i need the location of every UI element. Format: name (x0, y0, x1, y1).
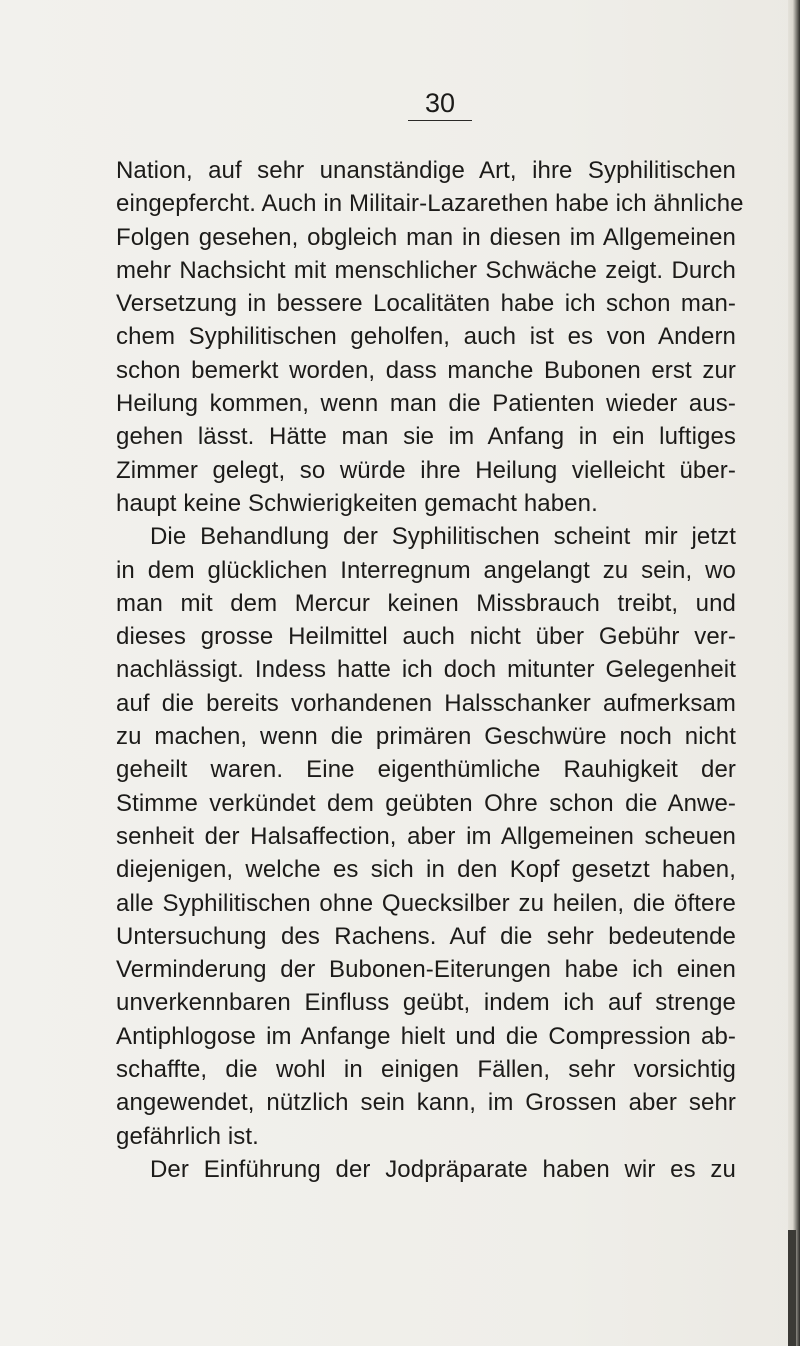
page-edge (788, 0, 800, 1346)
body-text (116, 154, 744, 1186)
text-line: dieses grosse Heilmittel auch nicht über Gebühr ver- (116, 623, 736, 651)
text-line: unverkennbaren Einfluss geübt, indem ich auf strenge (116, 989, 736, 1017)
text-line: auf die bereits vorhandenen Halsschanker aufmerksam (116, 689, 736, 717)
text-line: geheilt waren. Eine eigenthümliche Rauhigkeit der (116, 756, 736, 784)
text-line: mehr Nachsicht mit menschlicher Schwäche zeigt. Durch (116, 256, 736, 284)
text-line: Der Einführung der Jodpräparate haben wir es zu (150, 1155, 736, 1183)
text-line: nachlässigt. Indess hatte ich doch mitunter Gelegenheit (116, 656, 736, 684)
text-line: Folgen gesehen, obgleich man in diesen im Allgemeinen (116, 223, 736, 251)
text-line: chem Syphilitischen geholfen, auch ist es von Andern (116, 323, 736, 351)
page-edge-shadow (788, 1230, 796, 1346)
text-line: schaffte, die wohl in einigen Fällen, sehr vorsichtig (116, 1056, 736, 1084)
text-line: senheit der Halsaffection, aber im Allgemeinen scheuen (116, 822, 736, 850)
text-line: Antiphlogose im Anfange hielt und die Compression ab- (116, 1022, 736, 1050)
text-line: angewendet, nützlich sein kann, im Grossen aber sehr (116, 1089, 736, 1117)
text-line: Heilung kommen, wenn man die Patienten wieder aus- (116, 390, 736, 418)
text-line: Stimme verkündet dem geübten Ohre schon die Anwe- (116, 789, 736, 817)
text-line: diejenigen, welche es sich in den Kopf gesetzt haben, (116, 856, 736, 884)
text-line: Untersuchung des Rachens. Auf die sehr bedeutende (116, 922, 736, 950)
text-line: schon bemerkt worden, dass manche Bubonen erst zur (116, 356, 736, 384)
text-line: gehen lässt. Hätte man sie im Anfang in ein luftiges (116, 423, 736, 451)
text-line: in dem glücklichen Interregnum angelangt zu sein, wo (116, 556, 736, 584)
text-line: Zimmer gelegt, so würde ihre Heilung vielleicht über- (116, 456, 736, 484)
text-line: zu machen, wenn die primären Geschwüre noch nicht (116, 723, 736, 751)
text-line: eingepfercht. Auch in Militair-Lazarethen habe ich ähnliche (116, 190, 744, 218)
text-line: Versetzung in bessere Localitäten habe ich schon man- (116, 290, 736, 318)
text-line: Nation, auf sehr unanständige Art, ihre Syphilitischen (116, 157, 736, 184)
text-line: Verminderung der Bubonen-Eiterungen habe ich einen (116, 956, 736, 984)
text-line: Die Behandlung der Syphilitischen scheint mir jetzt (150, 523, 736, 551)
text-line: gefährlich ist. (116, 1122, 259, 1150)
text-line: man mit dem Mercur keinen Missbrauch treibt, und (116, 589, 736, 617)
text-line: alle Syphilitischen ohne Quecksilber zu heilen, die öftere (116, 889, 736, 917)
text-line: haupt keine Schwierigkeiten gemacht haben. (116, 489, 598, 517)
page-number: 30 (408, 88, 472, 121)
